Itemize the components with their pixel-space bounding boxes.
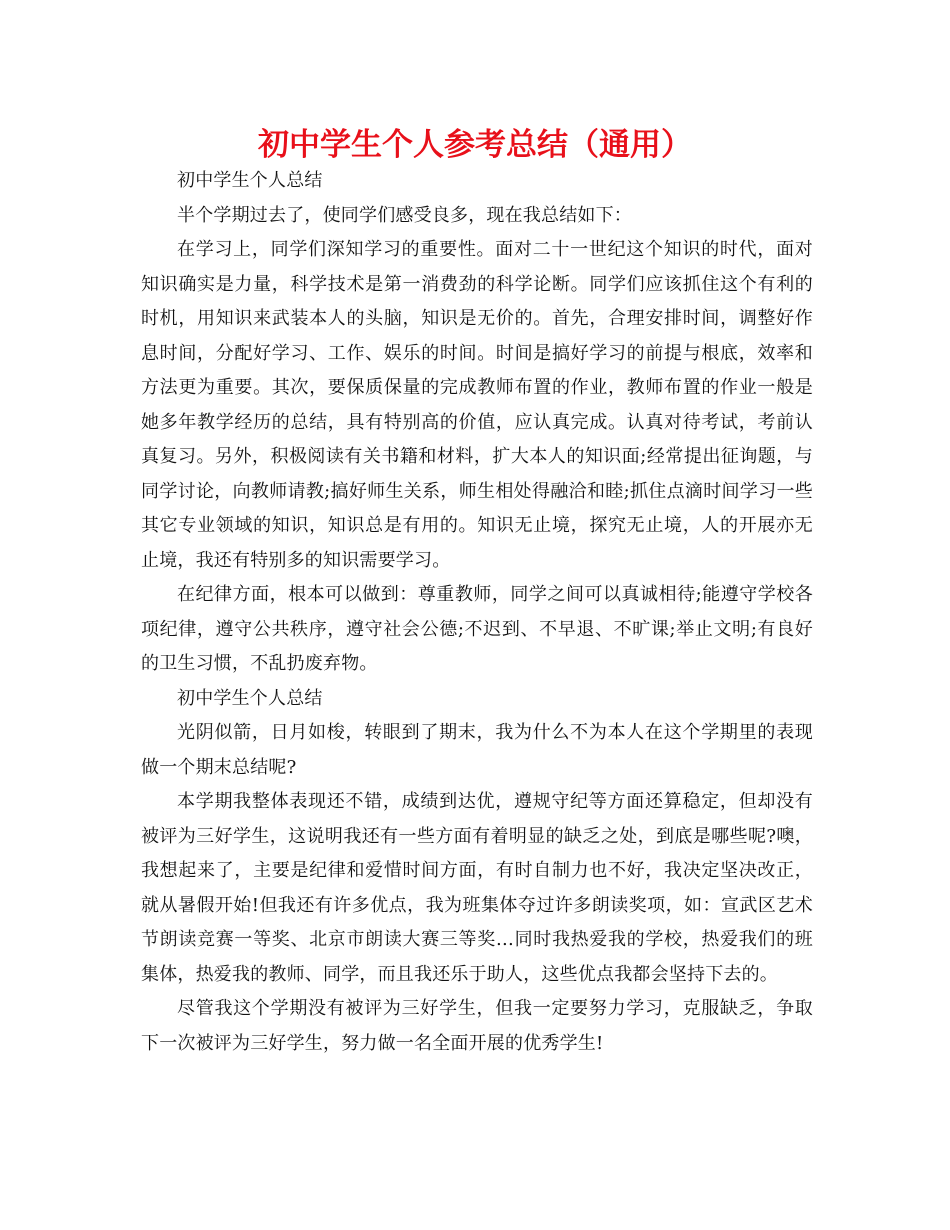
intro-paragraph: 半个学期过去了，使同学们感受良多，现在我总结如下：: [177, 204, 632, 226]
section-heading: 初中学生个人总结: [177, 687, 323, 709]
document-title: 初中学生个人参考总结（通用）: [258, 127, 692, 163]
section-heading: 初中学生个人总结: [177, 170, 323, 191]
document-body: [141, 164, 813, 1061]
performance-paragraph: 本学期我整体表现还不错，成绩到达优，遵规守纪等方面还算稳定，但却没有被评为三好学生，这说明我还有一些方面有着明显的缺乏之处，到底是哪些呢?噢，我想起来了，主要是纪律和爱惜时间方面，有时自制力也不好，我决定坚决改正，就从暑假开始!但我还有许多优点，我为班集体夺过许多朗读奖项，如：宣武区艺术节朗读竞赛一等奖、北京市朗读大赛三等奖…同时我热爱我的学校，热爱我们的班集体，热爱我的教师、同学，而且我还乐于助人，这些优点我都会坚持下去的。: [141, 791, 813, 985]
study-paragraph: 在学习上，同学们深知学习的重要性。面对二十一世纪这个知识的时代，面对知识确实是力量，科学技术是第一消费劲的科学论断。同学们应该抓住这个有利的时机，用知识来武装本人的头脑，知识是无价的。首先，合理安排时间，调整好作息时间，分配好学习、工作、娱乐的时间。时间是搞好学习的前提与根底，效率和方法更为重要。其次，要保质保量的完成教师布置的作业，教师布置的作业一般是她多年教学经历的总结，具有特别高的价值，应认真完成。认真对待考试，考前认真复习。另外，积极阅读有关书籍和材料，扩大本人的知识面;经常提出征询题，与同学讨论，向教师请教;搞好师生关系，师生相处得融洽和睦;抓住点滴时间学习一些其它专业领域的知识，知识总是有用的。知识无止境，探究无止境，人的开展亦无止境，我还有特别多的知识需要学习。: [141, 239, 813, 571]
opening-paragraph: 光阴似箭，日月如梭，转眼到了期末，我为什么不为本人在这个学期里的表现做一个期末总结呢?: [141, 722, 813, 778]
discipline-paragraph: 在纪律方面，根本可以做到：尊重教师，同学之间可以真诚相待;能遵守学校各项纪律，遵守公共秩序，遵守社会公德;不迟到、不早退、不旷课;举止文明;有良好的卫生习惯，不乱扔废弃物。: [141, 584, 813, 674]
closing-paragraph: 尽管我这个学期没有被评为三好学生，但我一定要努力学习，克服缺乏，争取下一次被评为三好学生，努力做一名全面开展的优秀学生!: [141, 998, 813, 1054]
